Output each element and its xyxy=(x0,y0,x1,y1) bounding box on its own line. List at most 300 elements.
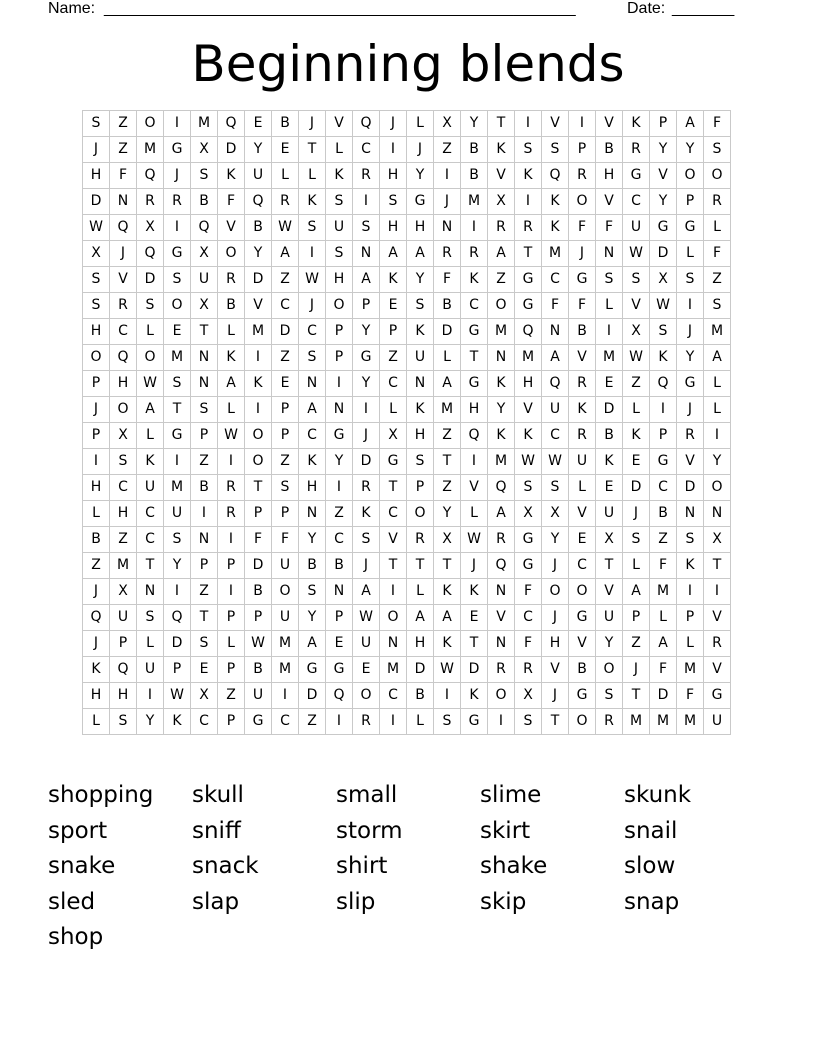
grid-cell: M xyxy=(110,553,137,579)
grid-cell: C xyxy=(299,423,326,449)
grid-cell: C xyxy=(137,527,164,553)
grid-cell: P xyxy=(83,423,110,449)
grid-cell: Z xyxy=(218,683,245,709)
grid-cell: P xyxy=(380,319,407,345)
grid-cell: B xyxy=(299,553,326,579)
grid-row xyxy=(83,345,731,371)
grid-cell: K xyxy=(434,579,461,605)
grid-cell: J xyxy=(434,189,461,215)
grid-cell: C xyxy=(272,709,299,735)
grid-cell: I xyxy=(434,683,461,709)
grid-cell: S xyxy=(677,267,704,293)
grid-cell: A xyxy=(407,605,434,631)
grid-cell: V xyxy=(569,345,596,371)
grid-cell: Q xyxy=(110,345,137,371)
grid-cell: T xyxy=(542,709,569,735)
grid-cell: D xyxy=(218,137,245,163)
grid-cell: Y xyxy=(542,527,569,553)
grid-cell: E xyxy=(569,527,596,553)
word-list-item: shirt xyxy=(336,853,388,879)
grid-cell: S xyxy=(164,267,191,293)
grid-cell: D xyxy=(596,397,623,423)
grid-cell: U xyxy=(569,449,596,475)
grid-cell: L xyxy=(461,501,488,527)
grid-cell: H xyxy=(83,319,110,345)
grid-cell: R xyxy=(353,163,380,189)
grid-cell: I xyxy=(704,579,731,605)
word-list-item: slap xyxy=(192,888,240,915)
grid-cell: H xyxy=(407,215,434,241)
grid-cell: Y xyxy=(353,319,380,345)
grid-cell: Q xyxy=(650,371,677,397)
grid-cell: I xyxy=(218,449,245,475)
grid-cell: C xyxy=(326,527,353,553)
grid-cell: X xyxy=(191,293,218,319)
grid-cell: D xyxy=(272,319,299,345)
grid-row xyxy=(83,449,731,475)
grid-cell: K xyxy=(569,397,596,423)
grid-cell: O xyxy=(704,163,731,189)
grid-cell: H xyxy=(110,371,137,397)
grid-cell: Q xyxy=(488,475,515,501)
grid-cell: R xyxy=(704,189,731,215)
grid-cell: I xyxy=(299,241,326,267)
grid-cell: D xyxy=(299,683,326,709)
grid-cell: P xyxy=(623,605,650,631)
grid-cell: X xyxy=(380,423,407,449)
grid-cell: R xyxy=(353,475,380,501)
grid-cell: M xyxy=(245,319,272,345)
grid-cell: N xyxy=(353,241,380,267)
grid-cell: O xyxy=(569,709,596,735)
grid-cell: H xyxy=(110,683,137,709)
grid-cell: Z xyxy=(110,137,137,163)
grid-row xyxy=(83,683,731,709)
grid-cell: L xyxy=(83,501,110,527)
grid-cell: V xyxy=(596,189,623,215)
grid-cell: J xyxy=(542,553,569,579)
grid-cell: W xyxy=(137,371,164,397)
grid-cell: M xyxy=(434,397,461,423)
grid-cell: I xyxy=(488,709,515,735)
grid-cell: W xyxy=(650,293,677,319)
grid-cell: H xyxy=(596,163,623,189)
grid-cell: S xyxy=(353,527,380,553)
grid-cell: L xyxy=(434,345,461,371)
grid-cell: I xyxy=(218,579,245,605)
grid-cell: S xyxy=(407,293,434,319)
grid-cell: K xyxy=(596,449,623,475)
grid-cell: K xyxy=(623,111,650,137)
date-label: Date: xyxy=(627,0,666,17)
grid-cell: T xyxy=(137,553,164,579)
grid-row xyxy=(83,371,731,397)
grid-cell: U xyxy=(191,267,218,293)
grid-cell: D xyxy=(164,631,191,657)
grid-cell: V xyxy=(488,163,515,189)
grid-cell: A xyxy=(677,111,704,137)
grid-cell: P xyxy=(218,657,245,683)
grid-cell: K xyxy=(245,371,272,397)
grid-cell: X xyxy=(434,111,461,137)
grid-cell: A xyxy=(299,397,326,423)
grid-row xyxy=(83,189,731,215)
grid-cell: S xyxy=(596,267,623,293)
grid-cell: I xyxy=(677,293,704,319)
grid-cell: P xyxy=(569,137,596,163)
grid-cell: S xyxy=(380,189,407,215)
grid-cell: G xyxy=(299,657,326,683)
grid-cell: D xyxy=(245,267,272,293)
grid-cell: A xyxy=(434,605,461,631)
grid-cell: U xyxy=(353,631,380,657)
grid-cell: S xyxy=(83,111,110,137)
grid-cell: B xyxy=(596,137,623,163)
grid-cell: M xyxy=(380,657,407,683)
grid-cell: H xyxy=(380,215,407,241)
grid-cell: R xyxy=(218,501,245,527)
grid-cell: E xyxy=(326,631,353,657)
grid-cell: B xyxy=(407,683,434,709)
grid-cell: F xyxy=(515,579,542,605)
grid-cell: J xyxy=(164,163,191,189)
grid-cell: G xyxy=(515,553,542,579)
grid-cell: Y xyxy=(326,449,353,475)
grid-cell: Z xyxy=(623,371,650,397)
grid-cell: L xyxy=(407,579,434,605)
grid-cell: I xyxy=(326,709,353,735)
grid-cell: R xyxy=(164,189,191,215)
grid-cell: S xyxy=(542,475,569,501)
grid-cell: W xyxy=(623,345,650,371)
grid-cell: W xyxy=(623,241,650,267)
grid-cell: P xyxy=(407,475,434,501)
grid-cell: X xyxy=(110,423,137,449)
grid-cell: S xyxy=(515,709,542,735)
grid-cell: P xyxy=(677,605,704,631)
grid-cell: B xyxy=(191,189,218,215)
grid-cell: T xyxy=(434,449,461,475)
grid-row xyxy=(83,553,731,579)
word-list-item: snake xyxy=(48,853,116,879)
grid-cell: S xyxy=(191,397,218,423)
grid-cell: C xyxy=(299,319,326,345)
grid-cell: H xyxy=(83,683,110,709)
grid-cell: V xyxy=(326,111,353,137)
grid-cell: E xyxy=(461,605,488,631)
grid-cell: H xyxy=(380,163,407,189)
grid-cell: Q xyxy=(542,371,569,397)
grid-cell: Y xyxy=(677,137,704,163)
grid-cell: J xyxy=(83,397,110,423)
grid-cell: L xyxy=(83,709,110,735)
grid-cell: O xyxy=(704,475,731,501)
grid-cell: I xyxy=(596,319,623,345)
grid-cell: A xyxy=(434,371,461,397)
grid-cell: A xyxy=(353,267,380,293)
grid-cell: O xyxy=(326,293,353,319)
grid-cell: Z xyxy=(110,527,137,553)
grid-cell: U xyxy=(623,215,650,241)
grid-cell: B xyxy=(218,293,245,319)
grid-cell: A xyxy=(137,397,164,423)
grid-cell: F xyxy=(569,215,596,241)
word-list-item: shake xyxy=(480,853,548,879)
grid-cell: Z xyxy=(434,475,461,501)
page-title: Beginning blends xyxy=(191,35,625,93)
grid-cell: W xyxy=(272,215,299,241)
grid-cell: X xyxy=(542,501,569,527)
grid-cell: Y xyxy=(164,553,191,579)
grid-cell: S xyxy=(299,579,326,605)
grid-cell: O xyxy=(353,683,380,709)
grid-cell: I xyxy=(83,449,110,475)
grid-cell: Q xyxy=(137,163,164,189)
grid-cell: J xyxy=(353,423,380,449)
grid-cell: Q xyxy=(461,423,488,449)
grid-cell: J xyxy=(569,241,596,267)
grid-cell: S xyxy=(704,137,731,163)
grid-cell: E xyxy=(596,371,623,397)
grid-cell: P xyxy=(83,371,110,397)
grid-cell: V xyxy=(650,163,677,189)
grid-cell: O xyxy=(596,657,623,683)
grid-cell: J xyxy=(299,293,326,319)
grid-cell: P xyxy=(353,293,380,319)
grid-cell: R xyxy=(218,475,245,501)
grid-cell: B xyxy=(461,137,488,163)
grid-cell: K xyxy=(515,163,542,189)
grid-cell: G xyxy=(164,137,191,163)
grid-cell: D xyxy=(650,241,677,267)
grid-cell: M xyxy=(272,631,299,657)
grid-cell: D xyxy=(245,553,272,579)
grid-cell: Y xyxy=(434,501,461,527)
grid-cell: P xyxy=(326,605,353,631)
grid-cell: W xyxy=(245,631,272,657)
grid-cell: M xyxy=(191,111,218,137)
grid-cell: M xyxy=(704,319,731,345)
grid-cell: D xyxy=(434,319,461,345)
grid-cell: B xyxy=(245,579,272,605)
grid-cell: J xyxy=(83,137,110,163)
grid-cell: I xyxy=(704,423,731,449)
grid-cell: G xyxy=(164,423,191,449)
grid-cell: A xyxy=(407,241,434,267)
grid-cell: E xyxy=(272,371,299,397)
grid-cell: N xyxy=(299,501,326,527)
grid-cell: S xyxy=(623,527,650,553)
grid-row xyxy=(83,709,731,735)
grid-cell: T xyxy=(704,553,731,579)
grid-cell: A xyxy=(299,631,326,657)
grid-cell: Y xyxy=(299,527,326,553)
grid-cell: V xyxy=(596,579,623,605)
grid-cell: R xyxy=(596,709,623,735)
grid-cell: M xyxy=(515,345,542,371)
grid-cell: D xyxy=(83,189,110,215)
date-field-line: _______ xyxy=(672,0,735,17)
grid-cell: G xyxy=(164,241,191,267)
grid-cell: R xyxy=(353,709,380,735)
grid-cell: K xyxy=(218,345,245,371)
grid-cell: S xyxy=(164,371,191,397)
grid-cell: O xyxy=(245,423,272,449)
grid-cell: J xyxy=(380,111,407,137)
grid-cell: G xyxy=(353,345,380,371)
grid-cell: B xyxy=(191,475,218,501)
grid-cell: W xyxy=(299,267,326,293)
grid-cell: N xyxy=(488,579,515,605)
grid-cell: E xyxy=(596,475,623,501)
word-list-item: snack xyxy=(192,853,259,879)
word-list-item: skip xyxy=(480,888,527,915)
grid-row xyxy=(83,501,731,527)
grid-cell: I xyxy=(164,215,191,241)
grid-cell: G xyxy=(623,163,650,189)
grid-cell: T xyxy=(596,553,623,579)
grid-cell: H xyxy=(407,631,434,657)
grid-cell: L xyxy=(218,319,245,345)
grid-cell: V xyxy=(596,111,623,137)
grid-cell: I xyxy=(191,501,218,527)
grid-cell: S xyxy=(110,709,137,735)
grid-cell: O xyxy=(380,605,407,631)
grid-row xyxy=(83,293,731,319)
grid-cell: V xyxy=(704,605,731,631)
grid-row xyxy=(83,111,731,137)
grid-cell: T xyxy=(164,397,191,423)
grid-cell: Q xyxy=(83,605,110,631)
grid-cell: K xyxy=(164,709,191,735)
grid-cell: C xyxy=(137,501,164,527)
word-list-item: slow xyxy=(624,853,676,879)
grid-row xyxy=(83,475,731,501)
grid-cell: F xyxy=(704,241,731,267)
grid-cell: G xyxy=(326,423,353,449)
grid-cell: T xyxy=(623,683,650,709)
grid-row xyxy=(83,527,731,553)
grid-cell: I xyxy=(650,397,677,423)
grid-cell: J xyxy=(407,137,434,163)
word-list xyxy=(48,778,768,956)
grid-cell: T xyxy=(299,137,326,163)
grid-cell: Q xyxy=(110,657,137,683)
grid-cell: U xyxy=(110,605,137,631)
grid-cell: G xyxy=(650,449,677,475)
grid-cell: Q xyxy=(110,215,137,241)
grid-cell: H xyxy=(407,423,434,449)
grid-cell: A xyxy=(353,579,380,605)
grid-cell: G xyxy=(569,605,596,631)
grid-cell: J xyxy=(677,397,704,423)
grid-cell: O xyxy=(218,241,245,267)
grid-cell: M xyxy=(164,475,191,501)
grid-cell: H xyxy=(83,163,110,189)
word-list-item: slip xyxy=(336,888,376,915)
grid-cell: T xyxy=(515,241,542,267)
grid-cell: I xyxy=(434,163,461,189)
grid-cell: I xyxy=(461,449,488,475)
grid-cell: J xyxy=(461,553,488,579)
grid-cell: U xyxy=(245,683,272,709)
grid-cell: I xyxy=(461,215,488,241)
grid-cell: C xyxy=(515,605,542,631)
grid-cell: K xyxy=(407,319,434,345)
grid-cell: F xyxy=(650,553,677,579)
word-list-item: snap xyxy=(624,888,680,915)
word-list-item: shopping xyxy=(48,782,154,808)
grid-cell: G xyxy=(704,683,731,709)
grid-cell: C xyxy=(110,475,137,501)
grid-cell: R xyxy=(407,527,434,553)
grid-cell: I xyxy=(353,397,380,423)
grid-cell: V xyxy=(569,501,596,527)
grid-cell: Y xyxy=(353,371,380,397)
grid-cell: L xyxy=(704,371,731,397)
word-search-grid xyxy=(82,110,731,735)
grid-cell: Z xyxy=(272,449,299,475)
grid-cell: M xyxy=(488,319,515,345)
grid-cell: X xyxy=(137,215,164,241)
grid-cell: L xyxy=(299,163,326,189)
grid-cell: P xyxy=(272,423,299,449)
grid-cell: V xyxy=(110,267,137,293)
name-label: Name: xyxy=(48,0,96,17)
grid-cell: W xyxy=(434,657,461,683)
grid-cell: L xyxy=(137,631,164,657)
grid-cell: A xyxy=(488,501,515,527)
grid-cell: A xyxy=(542,345,569,371)
grid-cell: G xyxy=(677,371,704,397)
grid-cell: B xyxy=(245,215,272,241)
grid-cell: C xyxy=(110,319,137,345)
grid-cell: Z xyxy=(488,267,515,293)
grid-cell: X xyxy=(191,137,218,163)
grid-cell: Y xyxy=(677,345,704,371)
grid-cell: R xyxy=(569,163,596,189)
grid-cell: S xyxy=(110,449,137,475)
grid-cell: E xyxy=(353,657,380,683)
grid-cell: P xyxy=(326,345,353,371)
grid-cell: H xyxy=(326,267,353,293)
grid-cell: V xyxy=(245,293,272,319)
grid-cell: U xyxy=(137,657,164,683)
grid-cell: Y xyxy=(488,397,515,423)
grid-cell: T xyxy=(191,605,218,631)
word-list-item: sport xyxy=(48,817,108,844)
grid-cell: U xyxy=(137,475,164,501)
grid-cell: K xyxy=(218,163,245,189)
grid-cell: X xyxy=(623,319,650,345)
grid-cell: E xyxy=(380,293,407,319)
grid-cell: O xyxy=(677,163,704,189)
grid-cell: M xyxy=(596,345,623,371)
grid-cell: L xyxy=(137,319,164,345)
grid-cell: P xyxy=(218,553,245,579)
grid-cell: U xyxy=(272,605,299,631)
word-list-item: skull xyxy=(192,782,244,808)
grid-cell: M xyxy=(488,449,515,475)
grid-cell: S xyxy=(623,267,650,293)
grid-cell: R xyxy=(110,293,137,319)
grid-cell: F xyxy=(515,631,542,657)
grid-cell: S xyxy=(515,137,542,163)
grid-cell: E xyxy=(191,657,218,683)
grid-cell: S xyxy=(542,137,569,163)
name-field-line: _____________________________________________________ xyxy=(104,0,576,17)
grid-cell: C xyxy=(650,475,677,501)
